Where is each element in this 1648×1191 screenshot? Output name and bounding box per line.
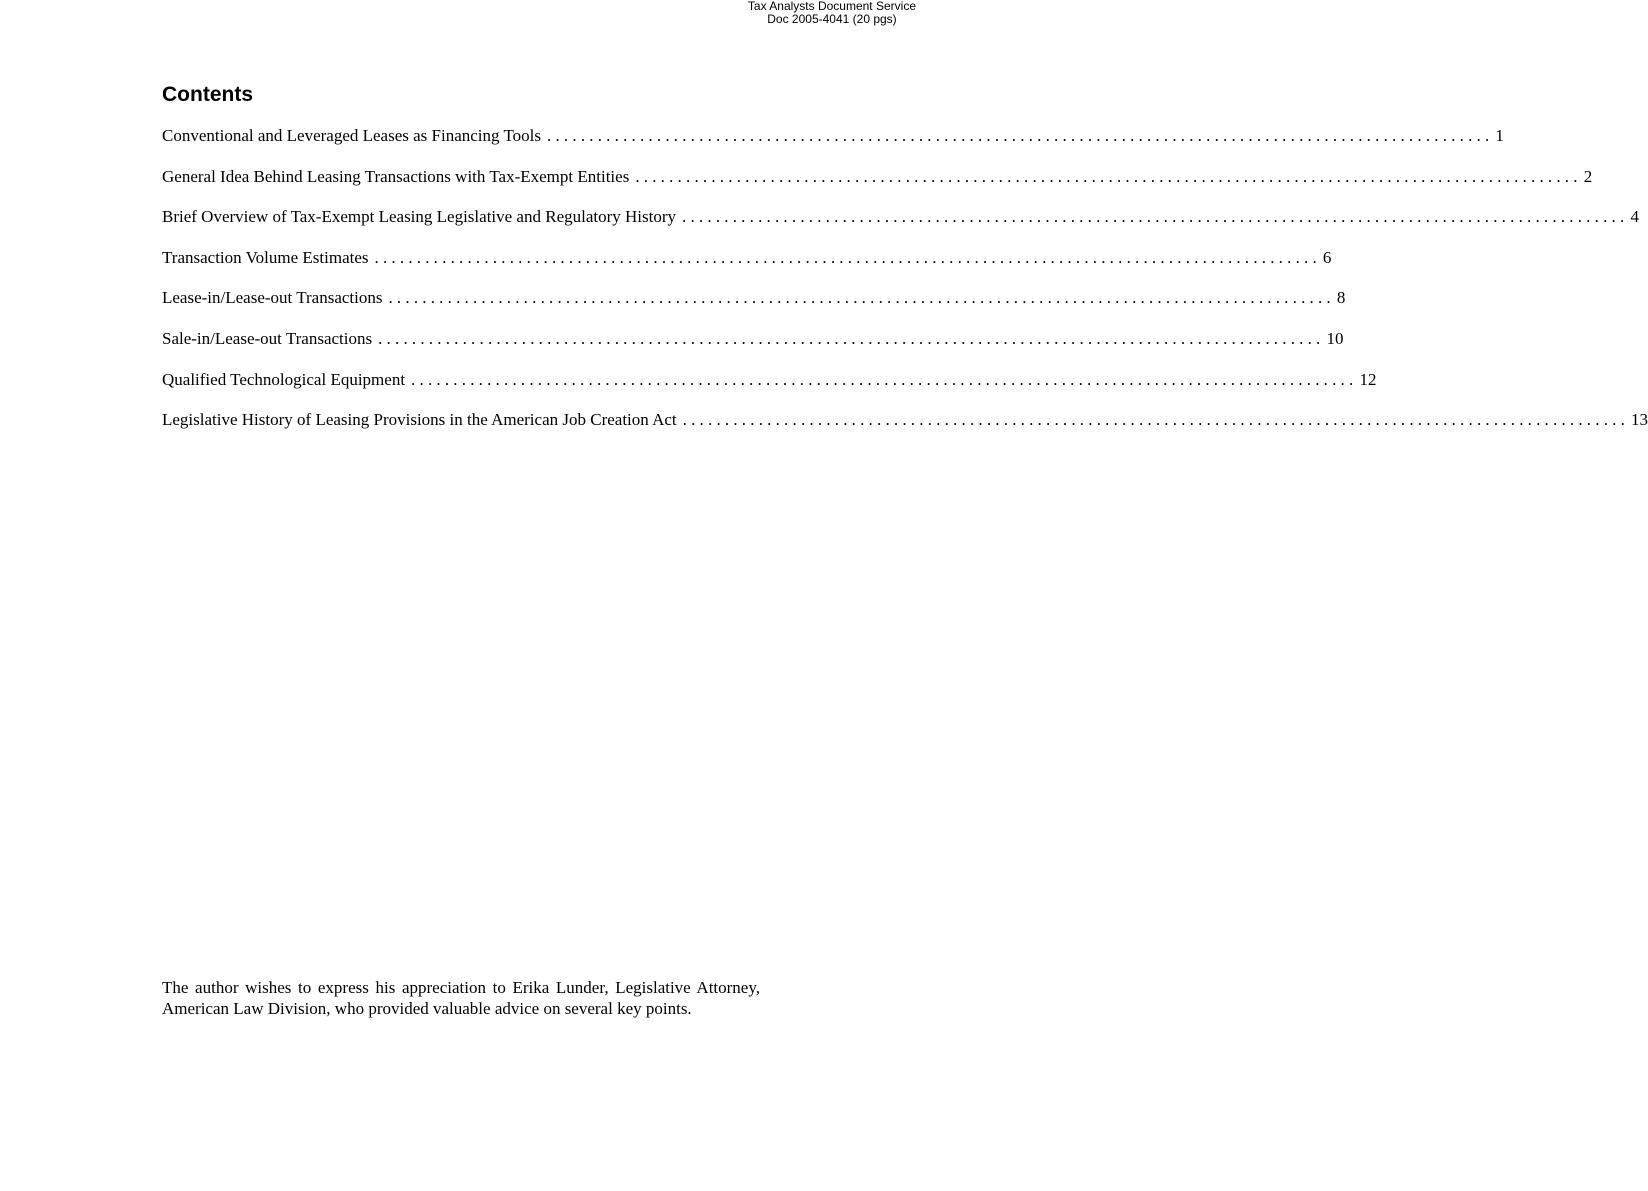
toc-entry-page: 6 [1322,247,1332,267]
toc-entry-title: General Idea Behind Leasing Transactions with Tax-Exempt Entities [162,166,630,186]
toc-entry[interactable] [162,327,1344,368]
document-service-header [748,0,916,26]
toc-entry[interactable] [162,165,1593,206]
toc-entry[interactable] [162,368,1377,409]
toc-entry-page: 8 [1336,288,1346,308]
toc-dot-leader: ................................................................................................................ [682,410,1630,430]
header-service-name: Tax Analysts Document Service [747,0,916,13]
toc-entry-page: 13 [1631,410,1648,430]
toc-entry-page: 1 [1495,126,1504,145]
toc-dot-leader: ................................................................................................................ [374,247,1321,267]
table-of-contents [162,124,1648,449]
toc-dot-leader: ................................................................................................................ [635,166,1582,186]
toc-dot-leader: ................................................................................................................ [378,328,1325,348]
toc-entry-title: Brief Overview of Tax-Exempt Leasing Legislative and Regulatory History [162,207,677,227]
toc-entry-page: 2 [1583,166,1593,186]
toc-entry[interactable] [162,286,1346,327]
toc-entry[interactable] [162,205,1639,246]
toc-dot-leader: ................................................................................................................ [682,207,1629,227]
toc-entry[interactable] [162,246,1332,287]
acknowledgment-paragraph: The author wishes to express his appreciation to Erika Lunder, Legislative Attorney, American Law Division, who provided valuable advice on several key points. [162,978,760,1018]
toc-entry-page: 12 [1359,369,1377,389]
toc-entry-title: Sale-in/Lease-out Transactions [162,328,373,348]
toc-dot-leader: ................................................................................................................ [547,126,1494,145]
toc-entry-title: Legislative History of Leasing Provisions in the American Job Creation Act [162,410,677,430]
toc-entry-title: Conventional and Leveraged Leases as Financing Tools [162,126,542,145]
toc-dot-leader: ................................................................................................................ [388,288,1335,308]
toc-entry-title: Lease-in/Lease-out Transactions [162,288,383,308]
toc-entry-title: Transaction Volume Estimates [162,247,369,267]
toc-entry[interactable] [162,124,1504,165]
toc-entry-page: 10 [1326,328,1344,348]
contents-heading: Contents [162,83,253,106]
header-doc-number: Doc 2005-4041 (20 pgs) [767,12,897,26]
toc-dot-leader: ................................................................................................................ [411,369,1358,389]
toc-entry[interactable] [162,408,1648,449]
toc-entry-page: 4 [1630,207,1639,227]
toc-entry-title: Qualified Technological Equipment [162,369,406,389]
